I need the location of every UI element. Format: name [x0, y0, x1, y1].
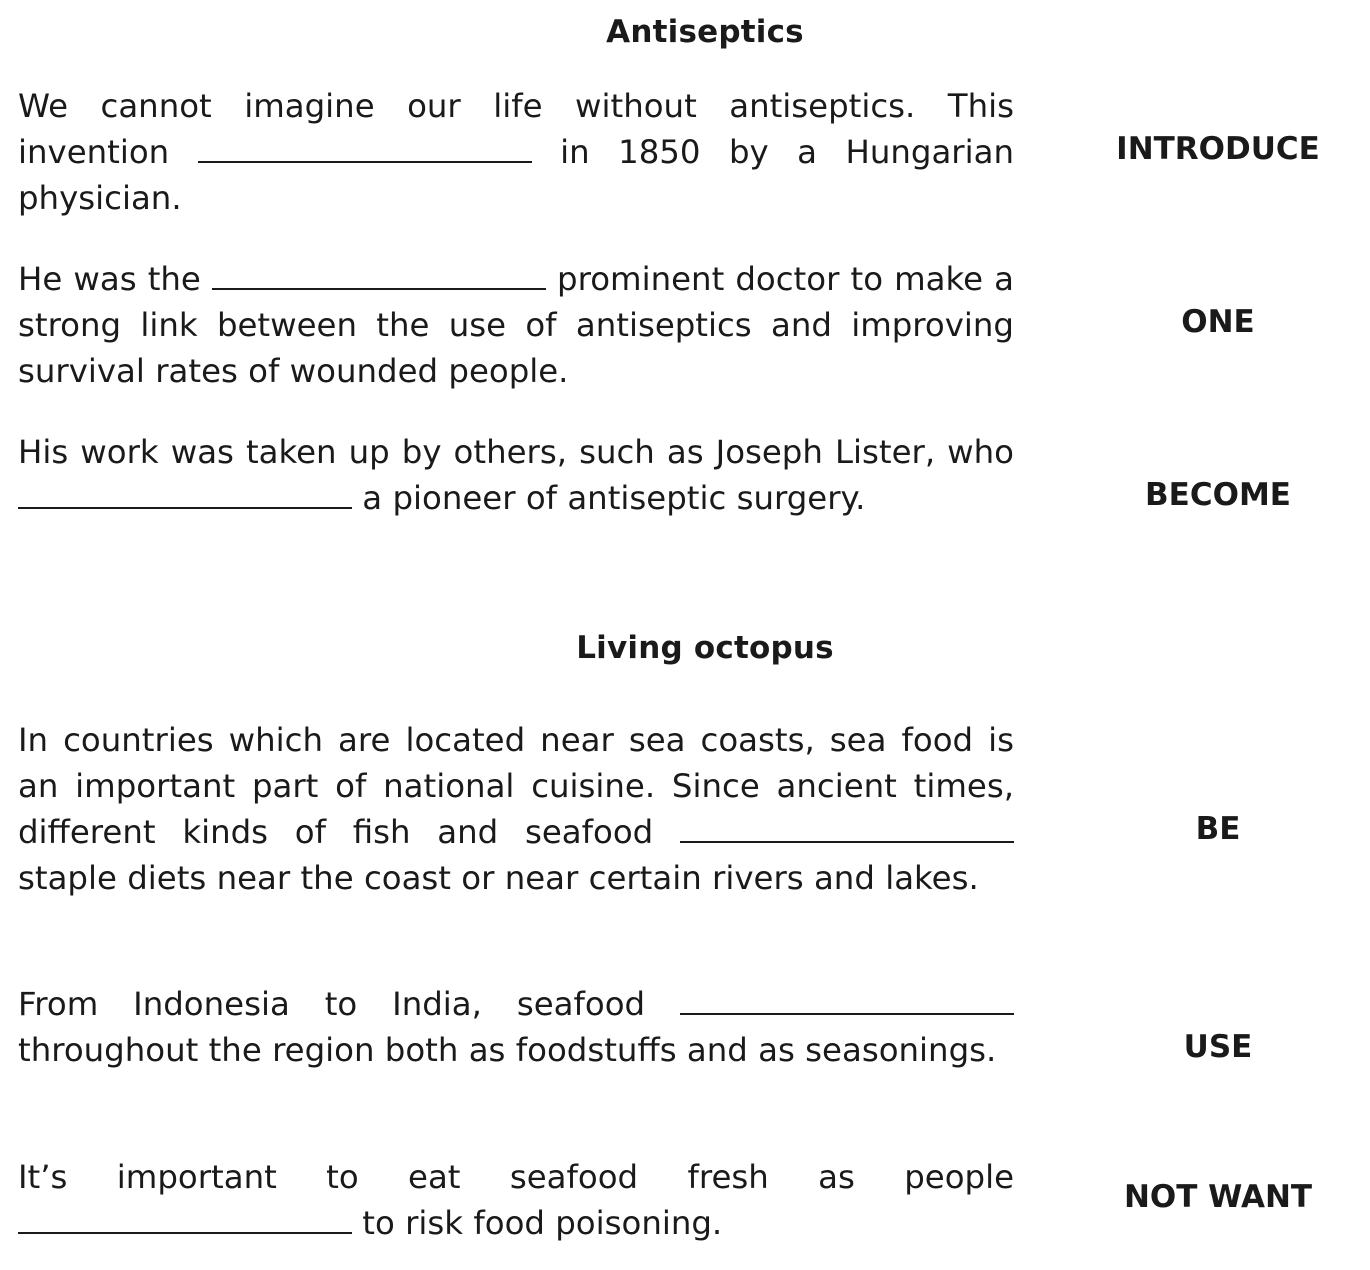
- passage-text: It’s important to eat seafood fresh as people to risk food poisoning.: [18, 1158, 1014, 1242]
- exercise-item: [18, 429, 1370, 569]
- answer-blank[interactable]: [680, 987, 1014, 1015]
- exercise-item: [18, 1154, 1370, 1249]
- keyword-become: BECOME: [1145, 477, 1291, 513]
- keyword-one: ONE: [1181, 304, 1255, 340]
- keyword-be: BE: [1195, 811, 1241, 847]
- passage-text: We cannot imagine our life without antiseptics. This invention in 1850 by a Hungarian physician.: [18, 87, 1014, 217]
- section-title-living-octopus: Living octopus: [576, 630, 834, 666]
- answer-blank[interactable]: [212, 262, 546, 290]
- section-title-antiseptics: Antiseptics: [606, 14, 804, 50]
- passage-text: In countries which are located near sea coasts, sea food is an important part of national cuisine. Since ancient times, different kinds of fish and seafood staple diets near the coast or near certain rivers and lakes.: [18, 721, 1014, 897]
- keyword-not-want: NOT WANT: [1123, 1179, 1313, 1215]
- keyword-introduce: INTRODUCE: [1116, 131, 1320, 167]
- passage-text: He was the prominent doctor to make a strong link between the use of antiseptics and improving survival rates of wounded people.: [18, 260, 1014, 390]
- exercise-item: [18, 717, 1370, 949]
- answer-blank[interactable]: [18, 1206, 352, 1234]
- passage-text: His work was taken up by others, such as Joseph Lister, who a pioneer of antiseptic surgery.: [18, 433, 1014, 517]
- answer-blank[interactable]: [18, 481, 352, 509]
- exercise-item: [18, 256, 1370, 396]
- exercise-item: [18, 981, 1370, 1121]
- passage-text: From Indonesia to India, seafood throughout the region both as foodstuffs and as seasonings.: [18, 981, 1014, 1073]
- answer-blank[interactable]: [198, 135, 532, 163]
- exercise-item: [18, 83, 1370, 223]
- keyword-use: USE: [1183, 1029, 1253, 1065]
- answer-blank[interactable]: [680, 815, 1014, 843]
